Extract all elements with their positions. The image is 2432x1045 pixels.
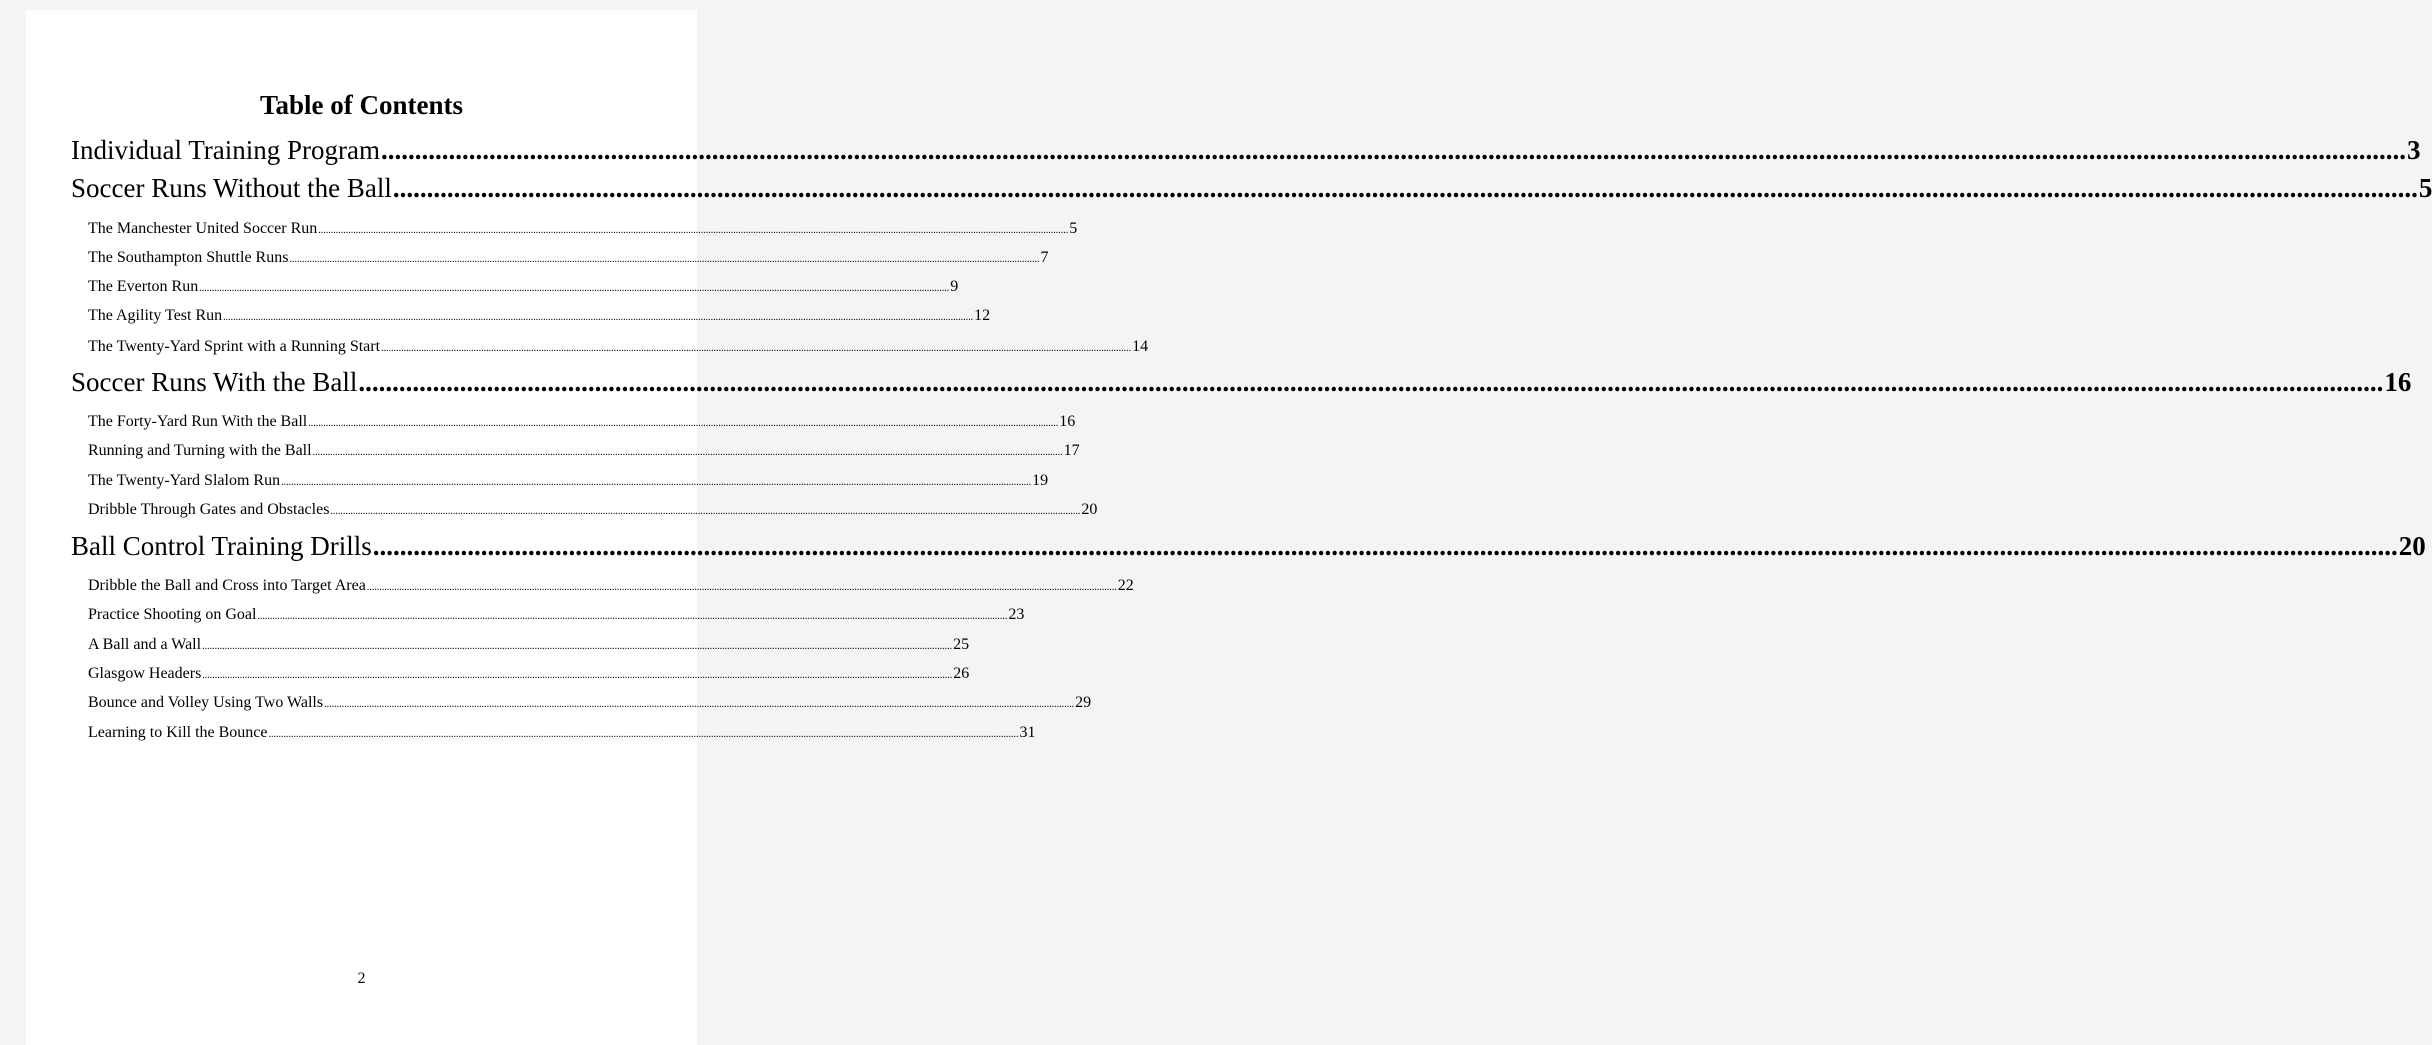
dot-leader: ............................................................................................................................................................................................................................................................................................................ [312,447,1063,458]
toc-page-number: 9 [950,278,959,295]
page-title: Table of Contents [259,90,464,120]
dot-leader: ............................................................................................................................................................................................................................................................................................................ [358,367,2384,397]
toc-page-number: 16 [1059,413,1076,430]
toc-page-number: 7 [1040,249,1049,266]
dot-leader: ............................................................................................................................................................................................................................................................................................................ [223,312,974,323]
toc-item[interactable] [88,634,970,656]
toc-page-number: 19 [1032,472,1049,489]
toc-item-label: The Manchester United Soccer Run [88,220,318,237]
toc-item[interactable] [88,305,991,327]
toc-page-number: 20 [2398,531,2426,561]
dot-leader: ............................................................................................................................................................................................................................................................................................................ [392,173,2418,203]
toc-page-number: 23 [1008,606,1025,623]
dot-leader: ............................................................................................................................................................................................................................................................................................................ [381,343,1132,354]
toc-item-label: Dribble the Ball and Cross into Target Area [88,577,366,594]
toc-page-number: 26 [953,665,970,682]
toc-page-number: 5 [2418,173,2432,203]
toc-item[interactable] [88,276,959,298]
toc-item[interactable] [88,604,1025,626]
toc-item-label: The Twenty-Yard Slalom Run [88,472,281,489]
toc-item-label: The Everton Run [88,278,199,295]
toc-item[interactable] [88,663,970,685]
toc-page-number: 17 [1063,442,1080,459]
dot-leader: ............................................................................................................................................................................................................................................................................................................ [268,729,1019,740]
toc-item-label: Glasgow Headers [88,665,202,682]
toc-item-label: The Agility Test Run [88,307,223,324]
dot-leader: ............................................................................................................................................................................................................................................................................................................ [199,283,950,294]
toc-item[interactable] [88,218,1078,240]
page-number-footer: 2 [357,970,366,987]
document-page [26,10,2432,1045]
toc-section-runs-with-ball[interactable] [71,365,2412,399]
toc-item[interactable] [88,722,1036,744]
dot-leader: ............................................................................................................................................................................................................................................................................................................ [202,641,953,652]
dot-leader: ............................................................................................................................................................................................................................................................................................................ [289,254,1040,265]
toc-item[interactable] [88,247,1049,269]
dot-leader: ............................................................................................................................................................................................................................................................................................................ [202,670,953,681]
toc-page-number: 29 [1075,694,1092,711]
toc-item-label: Dribble Through Gates and Obstacles [88,501,330,518]
toc-section-label: Ball Control Training Drills [71,531,372,561]
toc-item-label: A Ball and a Wall [88,636,202,653]
toc-page-number: 14 [1132,338,1149,355]
toc-section-individual-training[interactable] [71,133,2421,167]
toc-page-number: 20 [1081,501,1098,518]
toc-item[interactable] [88,470,1049,492]
toc-page-number: 16 [2384,367,2412,397]
toc-item-label: The Forty-Yard Run With the Ball [88,413,308,430]
toc-section-label: Soccer Runs With the Ball [71,367,358,397]
toc-item[interactable] [88,440,1080,462]
toc-item-label: The Southampton Shuttle Runs [88,249,289,266]
toc-page-number: 3 [2407,135,2421,165]
toc-section-runs-without-ball[interactable] [71,171,2432,205]
toc-page-number: 31 [1019,724,1036,741]
toc-item-label: Bounce and Volley Using Two Walls [88,694,324,711]
toc-page-number: 22 [1117,577,1134,594]
dot-leader: ............................................................................................................................................................................................................................................................................................................ [372,531,2398,561]
dot-leader: ............................................................................................................................................................................................................................................................................................................ [318,225,1069,236]
dot-leader: ............................................................................................................................................................................................................................................................................................................ [366,582,1117,593]
dot-leader: ............................................................................................................................................................................................................................................................................................................ [257,611,1008,622]
dot-leader: ............................................................................................................................................................................................................................................................................................................ [324,699,1075,710]
toc-item[interactable] [88,411,1076,433]
toc-section-ball-control[interactable] [71,529,2426,563]
toc-page-number: 5 [1069,220,1078,237]
toc-section-label: Individual Training Program [71,135,380,165]
toc-item-label: Running and Turning with the Ball [88,442,312,459]
toc-page-number: 12 [974,307,991,324]
toc-item-label: Learning to Kill the Bounce [88,724,268,741]
toc-item[interactable] [88,499,1098,521]
toc-item[interactable] [88,692,1092,714]
toc-item[interactable] [88,336,1149,358]
toc-item[interactable] [88,575,1134,597]
dot-leader: ............................................................................................................................................................................................................................................................................................................ [281,477,1032,488]
toc-section-label: Soccer Runs Without the Ball [71,173,392,203]
dot-leader: ............................................................................................................................................................................................................................................................................................................ [308,418,1059,429]
dot-leader: ............................................................................................................................................................................................................................................................................................................ [330,506,1081,517]
toc-item-label: The Twenty-Yard Sprint with a Running Start [88,338,381,355]
dot-leader: ............................................................................................................................................................................................................................................................................................................ [381,135,2406,165]
toc-page-number: 25 [953,636,970,653]
toc-item-label: Practice Shooting on Goal [88,606,257,623]
